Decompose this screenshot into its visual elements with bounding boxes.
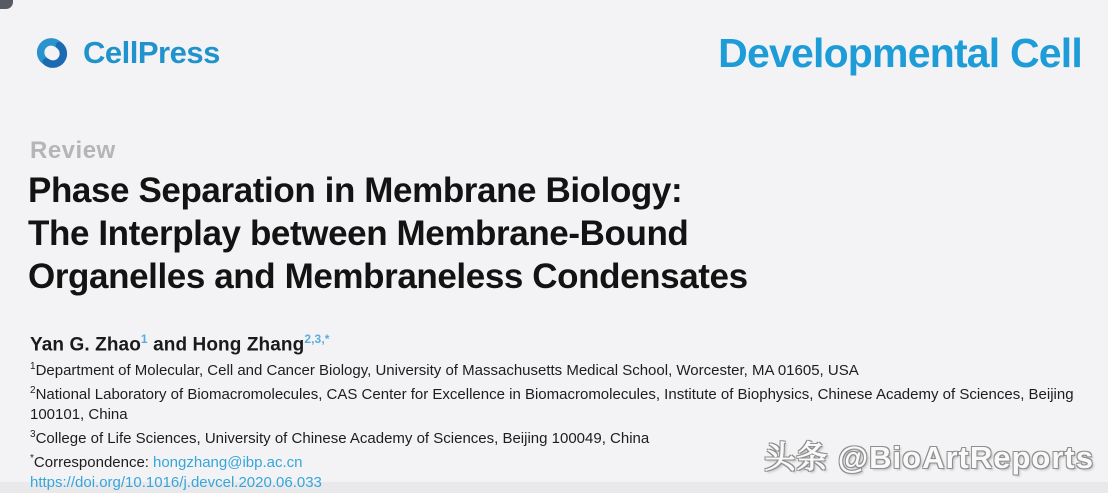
author-affiliation-superscript: 1: [140, 332, 148, 346]
masthead: [30, 26, 1082, 80]
correspondence-marker: *: [30, 453, 34, 464]
affiliation-text: College of Life Sciences, University of Chinese Academy of Sciences, Beijing 100049, China: [35, 430, 650, 447]
affiliation-text: Department of Molecular, Cell and Cancer Biology, University of Massachusetts Medical School, Worcester, MA 01605, USA: [35, 362, 859, 379]
affiliation-text: National Laboratory of Biomacromolecules, CAS Center for Excellence in Biomacromolecules, Institute of Biophysics, Chinese Academy of Sciences, Beijing 100101, China: [30, 386, 1074, 423]
affiliation-marker: 2: [30, 385, 36, 396]
affiliation-marker: 3: [30, 429, 36, 440]
author-affiliation-superscript: 2,3,*: [304, 332, 330, 346]
affiliation-line: [30, 381, 1085, 425]
article-title-line: The Interplay between Membrane-Bound: [28, 214, 689, 253]
publisher-name: CellPress: [83, 35, 220, 70]
doi-link[interactable]: https://doi.org/10.1016/j.devcel.2020.06.033: [30, 474, 322, 491]
article-type-label: Review: [30, 137, 116, 164]
affiliation-marker: 1: [30, 361, 36, 372]
journal-title: Developmental Cell: [718, 29, 1082, 76]
author-name: Yan G. Zhao: [30, 334, 141, 356]
article-title: [28, 169, 748, 298]
scan-artifact: [0, 0, 13, 9]
affiliation-line: [30, 357, 1085, 381]
author-name: Hong Zhang: [192, 334, 305, 356]
correspondence-label: Correspondence:: [33, 454, 149, 471]
authors-joiner: and: [147, 334, 193, 356]
correspondence-email-link[interactable]: hongzhang@ibp.ac.cn: [152, 454, 303, 471]
cellpress-swirl-icon: [30, 31, 74, 75]
watermark: 头条 @BioArtReports: [764, 440, 1094, 475]
article-title-line: Organelles and Membraneless Condensates: [28, 257, 748, 296]
author-line: [30, 332, 330, 356]
article-title-line: Phase Separation in Membrane Biology:: [28, 171, 683, 210]
publisher-logo: [30, 31, 220, 75]
